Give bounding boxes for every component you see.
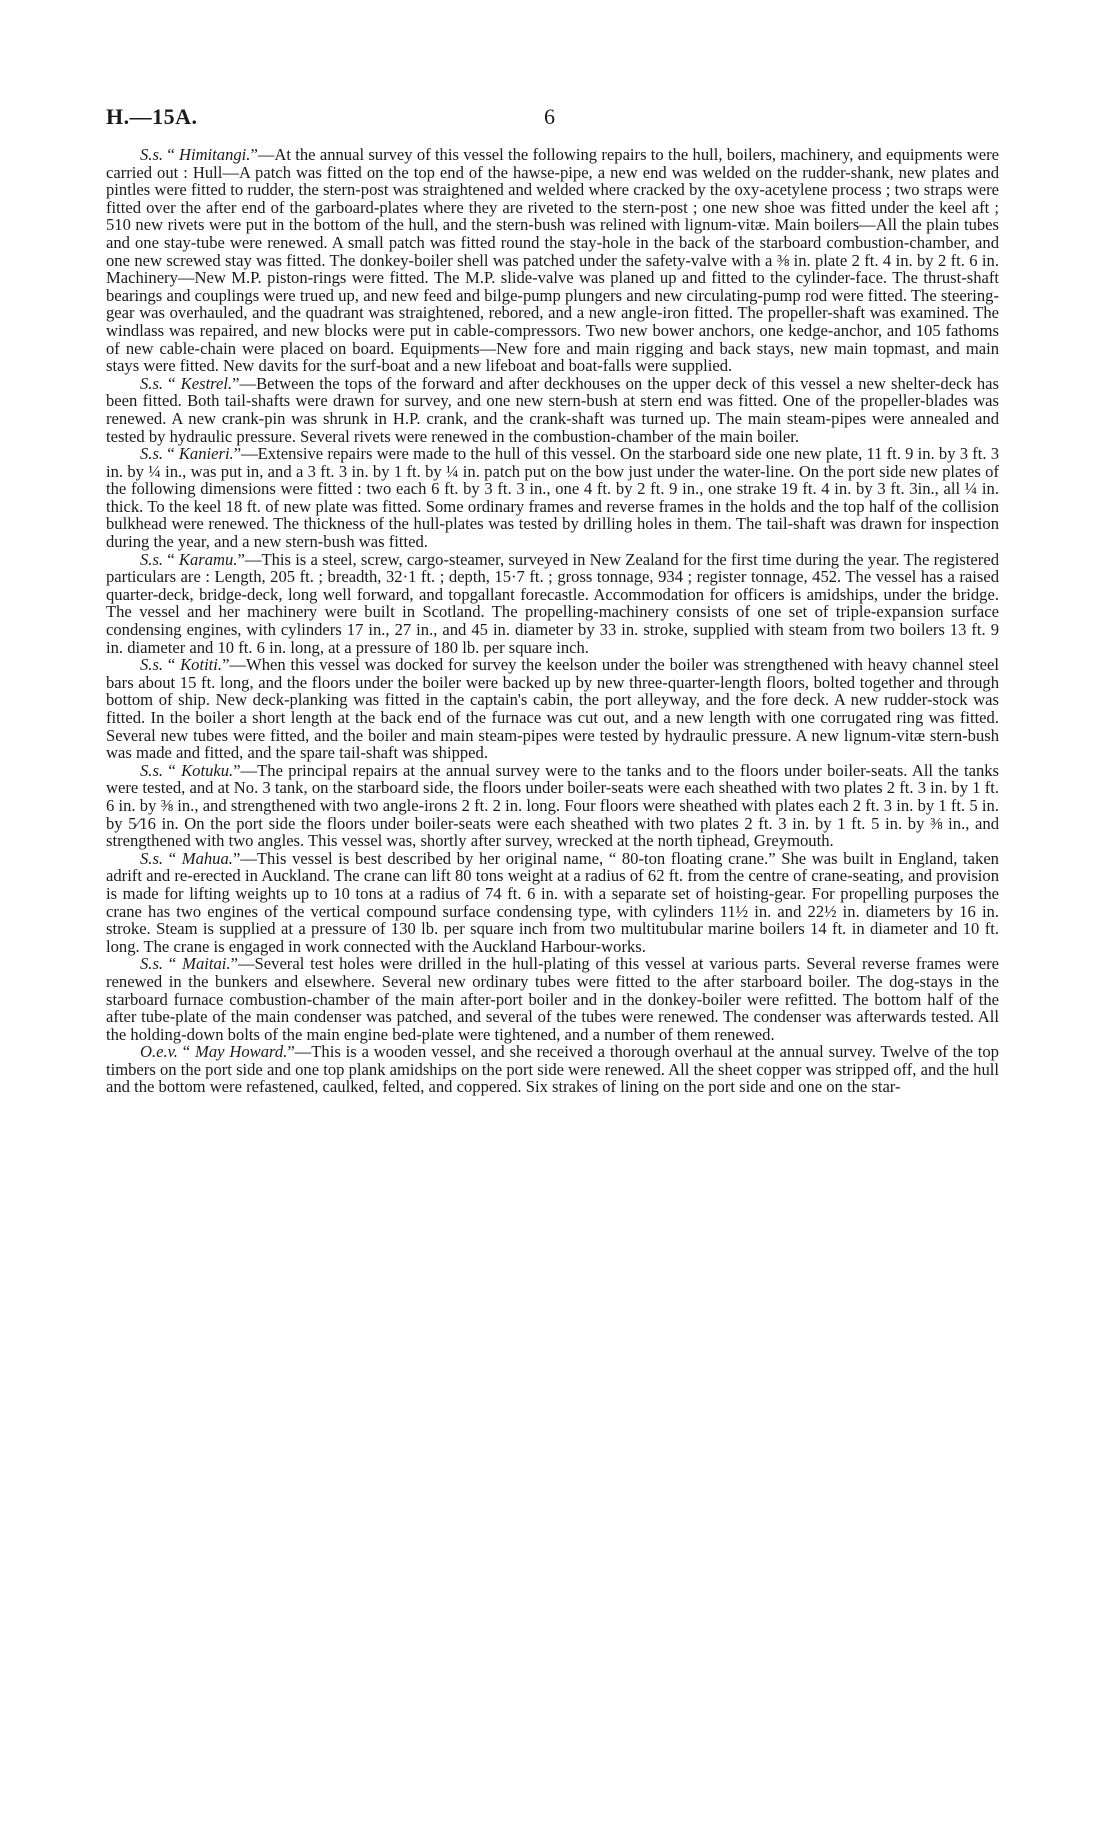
vessel-prefix: S.s.: [140, 373, 164, 393]
vessel-prefix: S.s.: [140, 145, 164, 164]
paragraph-kanieri: S.s. “ Kanieri.”—Extensive repairs were made to the hull of this vessel. On the starboard side one new plate, 11 ft. 9 in. by 3 ft. 3 in. by ¼ in., was put in, and a 3 ft. 3 in. by 1 ft. by ¼ in. patch put on the bow just under the water-line. On the port side new plates of the following dimensions were fitted : two each 6 ft. by 3 ft. 3 in., one 4 ft. by 2 ft. 9 in., one strake 19 ft. 4 in. by 3 ft. 3in., all ¼ in. thick. To the keel 18 ft. of new plate was fitted. Some ordinary frames and reverse frames in the holds and the top half of the collision bulkhead were renewed. The thickness of the hull-plates was tested by drilling holes in them. The tail-shaft was drawn for inspection during the year, and a new stern-bush was fitted.: [106, 444, 999, 552]
paragraph-text: Extensive repairs were made to the hull of this vessel. On the starboard side one new plate, 11 ft. 9 in. by 3 ft. 3 in. by ¼ in., was put in, and a 3 ft. 3 in. by 1 ft. by ¼ in. patch put on the bow just under the water-line. On the port side new plates of the following dimensions were fitted : two each 6 ft. by 3 ft. 3 in., one 4 ft. by 2 ft. 9 in., one strake 19 ft. 4 in. by 3 ft. 3in., all ¼ in. thick. To the keel 18 ft. of new plate was fitted. Some ordinary frames and reverse frames in the holds and the top half of the collision bulkhead were renewed. The thickness of the hull-plates was tested by drilling holes in them. The tail-shaft was drawn for inspection during the year, and a new stern-bush was fitted.: [106, 444, 999, 552]
paragraph-text: This vessel is best described by her original name, “ 80-ton floating crane.” She was built in England, taken adrift and re-erected in Auckland. The crane can lift 80 tons weight at a radius of 62 ft. from the centre of crane-seating, and provision is made for lifting weights up to 10 tons at a radius of 74 ft. 6 in. with a separate set of hoisting-gear. For propelling purposes the crane has two engines of the vertical compound surface condensing type, with cylinders 11½ in. and 22½ in. diameters by 16 in. stroke. Steam is supplied at a pressure of 130 lb. per square inch from two multitubular marine boilers 14 ft. in diameter and 10 ft. long. The crane is engaged in work connected with the Auckland Harbour-works.: [106, 848, 999, 956]
page-header: [106, 104, 1006, 134]
vessel-name: Karamu.: [178, 549, 238, 569]
vessel-name: Kanieri.: [178, 444, 234, 464]
paragraph-may-howard: O.e.v. “ May Howard.”—This is a wooden vessel, and she received a thorough overhaul at the annual survey. Twelve of the top timbers on the port side and one top plank amidships on the port side were renewed. All the sheet copper was stripped off, and the hull and the bottom were refastened, caulked, felted, and coppered. Six strakes of lining on the port side and one on the star-: [106, 1042, 999, 1097]
vessel-name: Mahua.: [181, 848, 233, 868]
vessel-name: Kotuku.: [181, 760, 234, 780]
report-body: [106, 146, 999, 1096]
vessel-name: Himitangi.: [178, 145, 251, 164]
vessel-prefix: S.s.: [140, 848, 164, 868]
vessel-prefix: S.s.: [140, 444, 164, 464]
paragraph-karamu: S.s. “ Karamu.”—This is a steel, screw, cargo-steamer, surveyed in New Zealand for the first time during the year. The registered particulars are : Length, 205 ft. ; breadth, 32·1 ft. ; depth, 15·7 ft. ; gross tonnage, 934 ; register tonnage, 452. The vessel has a raised quarter-deck, bridge-deck, long well forward, and topgallant forecastle. Accommodation for officers is amidships, under the bridge. The vessel and her machinery were built in Scotland. The propelling-machinery consists of one set of triple-expansion surface condensing engines, with cylinders 17 in., 27 in., and 45 in. diameter by 33 in. stroke, supplied with steam from two boilers 13 ft. 9 in. diameter and 10 ft. 6 in. long, at a pressure of 180 lb. per square inch.: [106, 549, 999, 657]
paragraph-kotiti: S.s. “ Kotiti.”—When this vessel was docked for survey the keelson under the boiler was strengthened with heavy channel steel bars about 15 ft. long, and the floors under the boiler were backed up by new three-quarter-length floors, bolted together and through bottom of ship. New deck-planking was fitted in the captain's cabin, the port alleyway, and the fore deck. A new rudder-stock was fitted. In the boiler a short length at the back end of the furnace was cut out, and a new length with one corrugated ring was fitted. Several new tubes were fitted, and the boiler and main steam-pipes were tested by hydraulic pressure. A new lignum-vitæ stern-bush was made and fitted, and the spare tail-shaft was shipped.: [106, 655, 999, 763]
paragraph-text: The principal repairs at the annual survey were to the tanks and to the floors under boiler-seats. All the tanks were tested, and at No. 3 tank, on the starboard side, the floors under boiler-seats were each sheathed with two plates 2 ft. 3 in. by 1 ft. 6 in. by ⅜ in., and strengthened with two angle-irons 2 ft. 2 in. long. Four floors were sheathed with plates each 2 ft. 3 in. by 1 ft. 5 in. by 5⁄16 in. On the port side the floors under boiler-seats were each sheathed with two plates 2 ft. 3 in. by 1 ft. 5 in. by ⅜ in., and strengthened with two angles. This vessel was, shortly after survey, wrecked at the north tiphead, Greymouth.: [106, 760, 999, 851]
paragraph-mahua: S.s. “ Mahua.”—This vessel is best described by her original name, “ 80-ton floating crane.” She was built in England, taken adrift and re-erected in Auckland. The crane can lift 80 tons weight at a radius of 62 ft. from the centre of crane-seating, and provision is made for lifting weights up to 10 tons at a radius of 74 ft. 6 in. with a separate set of hoisting-gear. For propelling purposes the crane has two engines of the vertical compound surface condensing type, with cylinders 11½ in. and 22½ in. diameters by 16 in. stroke. Steam is supplied at a pressure of 130 lb. per square inch from two multitubular marine boilers 14 ft. in diameter and 10 ft. long. The crane is engaged in work connected with the Auckland Harbour-works.: [106, 848, 999, 956]
page-number: 6: [544, 104, 555, 129]
paragraph-kotuku: S.s. “ Kotuku.”—The principal repairs at the annual survey were to the tanks and to the floors under boiler-seats. All the tanks were tested, and at No. 3 tank, on the starboard side, the floors under boiler-seats were each sheathed with two plates 2 ft. 3 in. by 1 ft. 6 in. by ⅜ in., and strengthened with two angle-irons 2 ft. 2 in. long. Four floors were sheathed with plates each 2 ft. 3 in. by 1 ft. 5 in. by 5⁄16 in. On the port side the floors under boiler-seats were each sheathed with two plates 2 ft. 3 in. by 1 ft. 5 in. by ⅜ in., and strengthened with two angles. This vessel was, shortly after survey, wrecked at the north tiphead, Greymouth.: [106, 760, 999, 851]
vessel-prefix: S.s.: [140, 954, 164, 974]
paragraph-text: Between the tops of the forward and after deckhouses on the upper deck of this vessel a new shelter-deck has been fitted. Both tail-shafts were drawn for survey, and one new stern-bush at stern end was fitted. One of the propeller-blades was renewed. A new crank-pin was shrunk in H.P. crank, and the crank-shaft was turned up. The main steam-pipes were annealed and tested by hydraulic pressure. Several rivets were renewed in the combustion-chamber of the main boiler.: [106, 373, 999, 446]
paragraph-text: Several test holes were drilled in the hull-plating of this vessel at various parts. Several reverse frames were renewed in the bunkers and elsewhere. Several new ordinary tubes were fitted to the after starboard boiler. The dog-stays in the starboard furnace combustion-chamber of the main after-port boiler and in the donkey-boiler were refitted. The bottom half of the after tube-plate of the main condenser was patched, and several of the tubes were renewed. The condenser was afterwards tested. All the holding-down bolts of the main engine bed-plate were tightened, and a number of them renewed.: [106, 954, 999, 1044]
paragraph-maitai: S.s. “ Maitai.”—Several test holes were drilled in the hull-plating of this vessel at various parts. Several reverse frames were renewed in the bunkers and elsewhere. Several new ordinary tubes were fitted to the after starboard boiler. The dog-stays in the starboard furnace combustion-chamber of the main after-port boiler and in the donkey-boiler were refitted. The bottom half of the after tube-plate of the main condenser was patched, and several of the tubes were renewed. The condenser was afterwards tested. All the holding-down bolts of the main engine bed-plate were tightened, and a number of them renewed.: [106, 954, 999, 1044]
paragraph-text: This is a steel, screw, cargo-steamer, surveyed in New Zealand for the first time during the year. The registered particulars are : Length, 205 ft. ; breadth, 32·1 ft. ; depth, 15·7 ft. ; gross tonnage, 934 ; register tonnage, 452. The vessel has a raised quarter-deck, bridge-deck, long well forward, and topgallant forecastle. Accommodation for officers is amidships, under the bridge. The vessel and her machinery were built in Scotland. The propelling-machinery consists of one set of triple-expansion surface condensing engines, with cylinders 17 in., 27 in., and 45 in. diameter by 33 in. stroke, supplied with steam from two boilers 13 ft. 9 in. diameter and 10 ft. 6 in. long, at a pressure of 180 lb. per square inch.: [106, 549, 999, 657]
paragraph-kestrel: S.s. “ Kestrel.”—Between the tops of the forward and after deckhouses on the upper deck of this vessel a new shelter-deck has been fitted. Both tail-shafts were drawn for survey, and one new stern-bush at stern end was fitted. One of the propeller-blades was renewed. A new crank-pin was shrunk in H.P. crank, and the crank-shaft was turned up. The main steam-pipes were annealed and tested by hydraulic pressure. Several rivets were renewed in the combustion-chamber of the main boiler.: [106, 373, 999, 446]
paragraph-text: This is a wooden vessel, and she received a thorough overhaul at the annual survey. Twelve of the top timbers on the port side and one top plank amidships on the port side were renewed. All the sheet copper was stripped off, and the hull and the bottom were refastened, caulked, felted, and coppered. Six strakes of lining on the port side and one on the star-: [106, 1042, 999, 1097]
vessel-name: Maitai.: [182, 954, 231, 974]
vessel-prefix: S.s.: [140, 549, 164, 569]
paragraph-himitangi: S.s. “ Himitangi.”—At the annual survey of this vessel the following repairs to the hull, boilers, machinery, and equipments were carried out : Hull—A patch was fitted on the top end of the hawse-pipe, a new end was welded on the rudder-shank, new plates and pintles were fitted to rudder, the stern-post was straightened and welded where cracked by the oxy-acetylene process ; two straps were fitted over the after end of the garboard-plates where they are riveted to the stern-post ; one new shoe was fitted under the keel aft ; 510 new rivets were put in the bottom of the hull, and the stern-bush was relined with lignum-vitæ. Main boilers—All the plain tubes and one stay-tube were renewed. A small patch was fitted round the stay-hole in the back of the starboard combustion-chamber, and one new screwed stay was fitted. The donkey-boiler shell was patched under the safety-valve with a ⅜ in. plate 2 ft. 4 in. by 2 ft. 6 in. Machinery—New M.P. piston-rings were fitted. The M.P. slide-valve was planed up and fitted to the cylinder-face. The thrust-shaft bearings and couplings were trued up, and new feed and bilge-pump plungers and new circulating-pump rod were fitted. The steering-gear was overhauled, and the quadrant was straightened, rebored, and a new angle-iron fitted. The propeller-shaft was examined. The windlass was repaired, and new blocks were put in cable-compressors. Two new bower anchors, one kedge-anchor, and 105 fathoms of new cable-chain were placed on board. Equipments—New fore and main rigging and back stays, new main topmast, and main stays were fitted. New davits for the surf-boat and a new lifeboat and boat-falls were supplied.: [106, 145, 999, 376]
vessel-prefix: S.s.: [140, 655, 164, 675]
vessel-prefix: O.e.v.: [140, 1042, 178, 1062]
vessel-name: Kotiti.: [180, 655, 223, 675]
paragraph-text: When this vessel was docked for survey the keelson under the boiler was strengthened with heavy channel steel bars about 15 ft. long, and the floors under the boiler were backed up by new three-quarter-length floors, bolted together and through bottom of ship. New deck-planking was fitted in the captain's cabin, the port alleyway, and the fore deck. A new rudder-stock was fitted. In the boiler a short length at the back end of the furnace was cut out, and a new length with one corrugated ring was fitted. Several new tubes were fitted, and the boiler and main steam-pipes were tested by hydraulic pressure. A new lignum-vitæ stern-bush was made and fitted, and the spare tail-shaft was shipped.: [106, 655, 999, 763]
document-reference: H.—15A.: [106, 104, 198, 129]
vessel-name: May Howard.: [195, 1042, 288, 1062]
vessel-name: Kestrel.: [180, 373, 233, 393]
paragraph-text: At the annual survey of this vessel the following repairs to the hull, boilers, machinery, and equipments were carried out : Hull—A patch was fitted on the top end of the hawse-pipe, a new end was welded on the rudder-shank, new plates and pintles were fitted to rudder, the stern-post was straightened and welded where cracked by the oxy-acetylene process ; two straps were fitted over the after end of the garboard-plates where they are riveted to the stern-post ; one new shoe was fitted under the keel aft ; 510 new rivets were put in the bottom of the hull, and the stern-bush was relined with lignum-vitæ. Main boilers—All the plain tubes and one stay-tube were renewed. A small patch was fitted round the stay-hole in the back of the starboard combustion-chamber, and one new screwed stay was fitted. The donkey-boiler shell was patched under the safety-valve with a ⅜ in. plate 2 ft. 4 in. by 2 ft. 6 in. Machinery—New M.P. piston-rings were fitted. The M.P. slide-valve was planed up and fitted to the cylinder-face. The thrust-shaft bearings and couplings were trued up, and new feed and bilge-pump plungers and new circulating-pump rod were fitted. The steering-gear was overhauled, and the quadrant was straightened, rebored, and a new angle-iron fitted. The propeller-shaft was examined. The windlass was repaired, and new blocks were put in cable-compressors. Two new bower anchors, one kedge-anchor, and 105 fathoms of new cable-chain were placed on board. Equipments—New fore and main rigging and back stays, new main topmast, and main stays were fitted. New davits for the surf-boat and a new lifeboat and boat-falls were supplied.: [106, 145, 999, 376]
vessel-prefix: S.s.: [140, 760, 164, 780]
